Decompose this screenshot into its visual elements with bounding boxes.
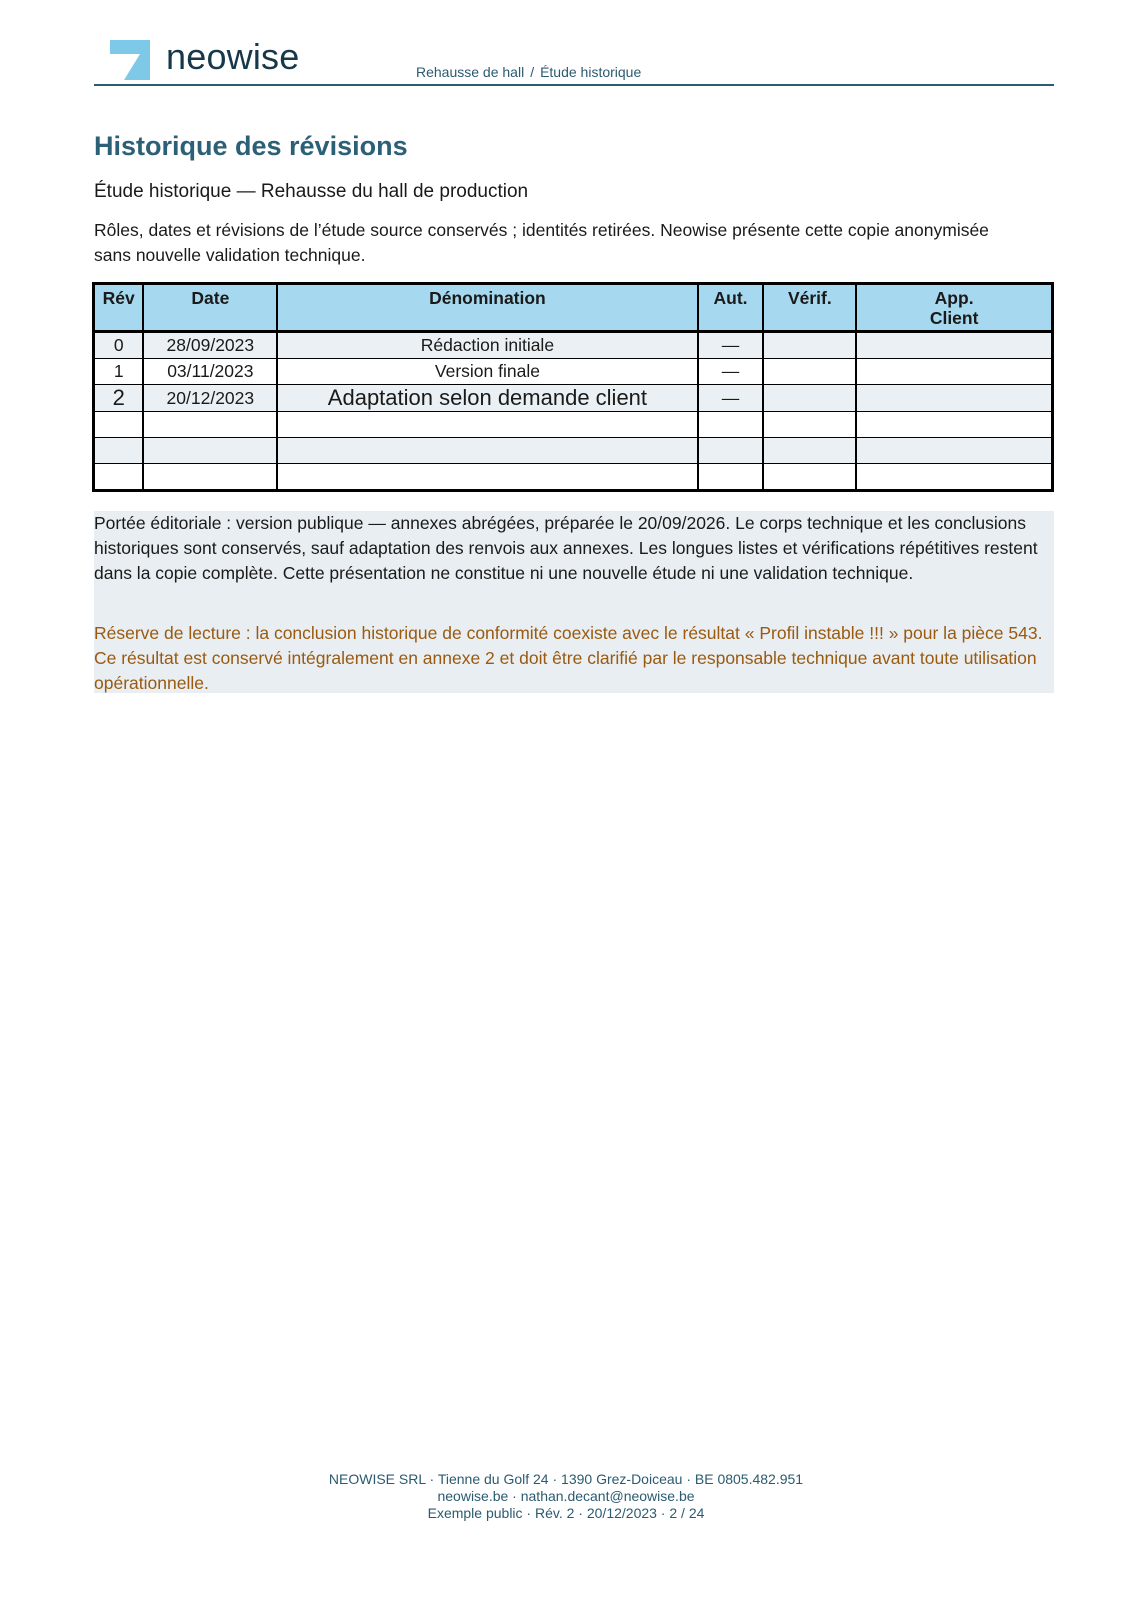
cell-author	[698, 438, 764, 464]
column-header-date: Date	[143, 284, 277, 332]
editorial-scope-text: Portée éditoriale : version publique — annexes abrégées, préparée le 20/09/2026. Le corps technique et les conclusions historiques sont conservés, sauf adaptation des renvois aux annexes. Les longues listes et vérifications répétitives restent dans la copie complète. Cette présentation ne constitue ni une nouvelle étude ni une validation technique.	[94, 513, 1038, 583]
cell-author: —	[698, 332, 764, 359]
cell-denomination	[277, 464, 697, 491]
cell-author: —	[698, 359, 764, 385]
cell-denomination: Rédaction initiale	[277, 332, 697, 359]
cell-client-approval	[856, 464, 1052, 491]
cell-verification	[763, 412, 856, 438]
table-row	[94, 412, 1053, 438]
revision-table	[92, 282, 1054, 492]
cell-date	[143, 412, 277, 438]
cell-rev: 0	[94, 332, 144, 359]
table-row	[94, 438, 1053, 464]
cell-date	[143, 464, 277, 491]
breadcrumb-separator: /	[530, 64, 535, 80]
cell-verification	[763, 332, 856, 359]
breadcrumb	[416, 64, 641, 80]
cell-author	[698, 412, 764, 438]
editorial-scope-box	[94, 511, 1054, 693]
footer-contact-line: neowise.be · nathan.decant@neowise.be	[437, 1488, 695, 1504]
cell-client-approval	[856, 359, 1052, 385]
cell-rev	[94, 464, 144, 491]
cell-denomination	[277, 412, 697, 438]
cell-client-approval	[856, 438, 1052, 464]
cell-client-approval	[856, 332, 1052, 359]
cell-verification	[763, 464, 856, 491]
cell-rev: 2	[94, 385, 144, 412]
cell-author	[698, 464, 764, 491]
cell-date: 20/12/2023	[143, 385, 277, 412]
cell-date	[143, 438, 277, 464]
cell-date: 28/09/2023	[143, 332, 277, 359]
table-row	[94, 464, 1053, 491]
document-subtitle: Étude historique — Rehausse du hall de production	[94, 181, 529, 202]
cell-rev: 1	[94, 359, 144, 385]
cell-rev	[94, 438, 144, 464]
cell-client-approval	[856, 385, 1052, 412]
cell-client-approval	[856, 412, 1052, 438]
cell-verification	[763, 438, 856, 464]
footer-page-line: Exemple public · Rév. 2 · 20/12/2023 · 2 / 24	[427, 1505, 705, 1521]
brand-name: neowise	[166, 36, 300, 77]
cell-date: 03/11/2023	[143, 359, 277, 385]
cell-rev	[94, 412, 144, 438]
column-header-client-approval: App. Client	[856, 284, 1052, 332]
intro-paragraph: Rôles, dates et révisions de l’étude source conservés ; identités retirées. Neowise présente cette copie anonymisée sans nouvelle validation technique.	[94, 220, 989, 265]
footer-company-line: NEOWISE SRL · Tienne du Golf 24 · 1390 Grez-Doiceau · BE 0805.482.951	[328, 1471, 804, 1487]
page-header	[94, 38, 1054, 86]
table-row	[94, 385, 1053, 412]
table-row	[94, 359, 1053, 385]
breadcrumb-item-project: Rehausse de hall	[416, 64, 525, 80]
page-footer	[0, 1471, 1132, 1522]
table-row	[94, 332, 1053, 359]
cell-denomination	[277, 438, 697, 464]
table-header-row	[94, 284, 1053, 332]
breadcrumb-item-document: Étude historique	[540, 64, 642, 80]
cell-denomination: Adaptation selon demande client	[277, 385, 697, 412]
column-header-denomination: Dénomination	[277, 284, 697, 332]
column-header-verification: Vérif.	[763, 284, 856, 332]
reading-reserve-warning: Réserve de lecture : la conclusion historique de conformité coexiste avec le résultat « Profil instable !!! » pour la pièce 543. Ce résultat est conservé intégralement en annexe 2 et doit être clarifié par le responsable technique avant toute utilisation opérationnelle.	[94, 623, 1043, 693]
page-title: Historique des révisions	[94, 131, 408, 161]
column-header-rev: Rév	[94, 284, 144, 332]
neowise-logo-icon	[110, 40, 150, 80]
cell-author: —	[698, 385, 764, 412]
column-header-author: Aut.	[698, 284, 764, 332]
cell-verification	[763, 359, 856, 385]
cell-verification	[763, 385, 856, 412]
cell-denomination: Version finale	[277, 359, 697, 385]
